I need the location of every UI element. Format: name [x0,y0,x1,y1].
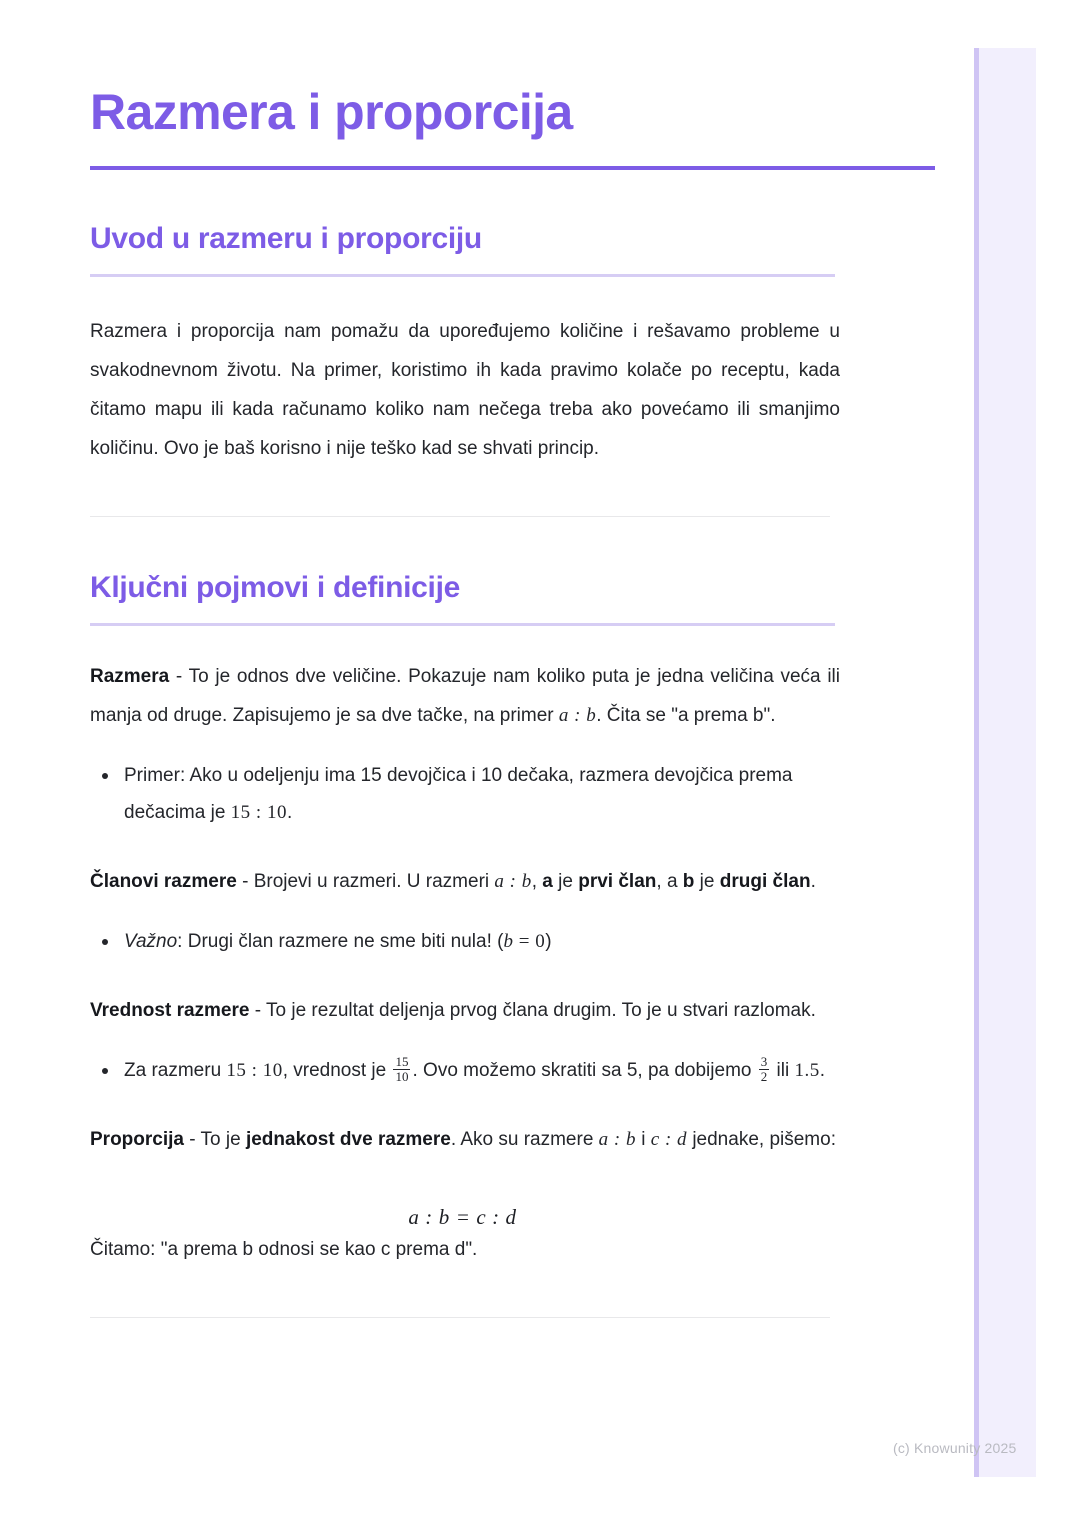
definition-text-clanovi-1: Brojevi u razmeri. U razmeri [253,870,495,892]
definition-text-clanovi-2: , [531,870,543,892]
bold-b-clanovi: b [682,870,695,892]
bullet-list-vrednost [90,1052,840,1089]
math-variable-b: b [503,930,514,952]
bullet-text-clanovi-2: ) [545,930,552,952]
list-item [90,757,840,831]
bullet-text-clanovi-1: : Drugi član razmere ne sme biti nula! ( [177,930,504,952]
definition-razmera [90,657,840,735]
bullet-list-razmera [90,757,840,831]
fraction-numerator: 3 [760,1053,768,1069]
closing-paragraph: Čitamo: "a prema b odnosi se kao c prema d". [90,1238,478,1260]
definition-text-proporcija-4: jednake, pišemo: [687,1128,836,1150]
definition-clanovi-razmere [90,862,840,901]
list-item [90,923,840,960]
definition-text-clanovi-4: , a [656,870,683,892]
section-separator-1 [90,516,830,517]
term-label-vrednost: Vrednost razmere [90,999,250,1021]
term-label-clanovi: Članovi razmere [90,870,237,892]
list-item [90,1052,840,1089]
fraction-15-over-10 [393,1055,410,1084]
emphasis-vazno: Važno [124,930,178,952]
section-heading-rule-key-terms [90,623,835,626]
bullet-text-razmera-1: Primer: Ako u odeljenju ima 15 devojčica i 10 dečaka, razmera devojčica prema dečacima je [124,764,793,823]
math-value-1-5: 1.5 [794,1059,820,1081]
section-heading-key-terms: Ključni pojmovi i definicije [90,570,460,604]
bold-prvi-clan: prvi član [578,870,657,892]
footer-separator [90,1317,830,1318]
bullet-text-vrednost-1: Za razmeru [124,1059,227,1081]
dash-vrednost: - [249,999,267,1021]
display-equation-proportion: a : b = c : d [408,1204,517,1229]
term-label-proporcija: Proporcija [90,1128,184,1150]
math-ratio-15-10-example: 15 : 10 [230,801,287,823]
math-ratio-15-10-vrednost: 15 : 10 [226,1059,283,1081]
definition-text-razmera-2: . Čita se "a prema b". [596,704,776,726]
intro-paragraph: Razmera i proporcija nam pomažu da upoređujemo količine i rešavamo probleme u svakodnevnom životu. Na primer, koristimo ih kada pravimo kolače po receptu, kada čitamo mapu ili kada računamo koliko nam nečega treba ako povećamo ili smanjimo količinu. Ovo je baš korisno i nije teško kad se shvati princip. [90,320,840,459]
copyright-watermark: (c) Knowunity 2025 [893,1440,1017,1456]
definition-text-proporcija-3: i [636,1128,651,1150]
bold-jednakost-dve-razmere: jednakost dve razmere [245,1128,451,1150]
section-heading-intro: Uvod u razmeru i proporciju [90,221,482,255]
definition-proporcija [90,1120,840,1159]
bullet-text-vrednost-5: . [819,1059,826,1081]
definition-text-proporcija-2: . Ako su razmere [450,1128,599,1150]
fraction-numerator: 15 [395,1053,409,1069]
bullet-list-clanovi [90,923,840,960]
bullet-text-vrednost-3: . Ovo možemo skratiti sa 5, pa dobijemo [412,1059,757,1081]
content-column [90,86,840,1318]
bullet-text-vrednost-2: , vrednost je [282,1059,392,1081]
definition-vrednost-razmere [90,991,840,1030]
definition-text-razmera-1: To je odnos dve veličine. Pokazuje nam koliko puta je jedna veličina veća ili manja od druge. Zapisujemo je sa dve tačke, na primer [90,665,840,726]
dash-razmera: - [169,665,189,687]
definition-text-clanovi-6: . [810,870,816,892]
bullet-text-razmera-2: . [286,801,293,823]
dash-proporcija: - [183,1128,201,1150]
math-ratio-ab-razmera: a : b [558,704,597,726]
math-operator-equals: = [513,930,536,952]
term-label-razmera: Razmera [90,665,170,687]
fraction-3-over-2 [759,1055,770,1084]
definition-text-clanovi-3: je [552,870,579,892]
page-title: Razmera i proporcija [90,84,573,140]
definition-text-proporcija-1: To je [200,1128,246,1150]
dash-clanovi: - [236,870,254,892]
title-underline-rule [90,166,935,170]
definition-text-vrednost-1: To je rezultat deljenja prvog člana drugim. To je u stvari razlomak. [266,999,816,1021]
math-ratio-cd-proporcija: c : d [650,1128,688,1150]
math-ratio-ab-clanovi: a : b [494,870,532,892]
math-value-zero: 0 [535,930,546,952]
definition-text-clanovi-5: je [694,870,720,892]
bold-drugi-clan: drugi član [719,870,811,892]
bullet-text-vrednost-4: ili [771,1059,795,1081]
fraction-denominator: 2 [760,1068,768,1084]
section-heading-rule-intro [90,274,835,277]
math-ratio-ab-proporcija: a : b [598,1128,636,1150]
bold-a-clanovi: a [542,870,553,892]
fraction-denominator: 10 [395,1068,409,1084]
